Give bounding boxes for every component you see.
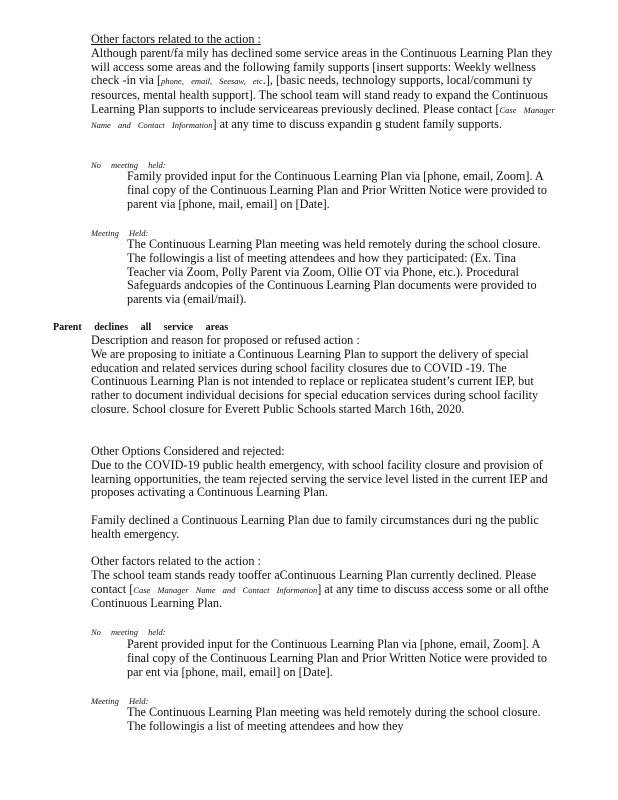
other-factors-text-2: The school team stands ready tooffer aContinuous Learning Plan currently declined. Please contact [Case Manager Name and Contact Information] at any time to discuss access some or all ofthe Continuous Learning Plan.: [91, 567, 549, 611]
other-options-section: [91, 445, 566, 500]
other-factors-heading: Other factors related to the action :: [91, 32, 261, 46]
other-factors-section-2: [91, 555, 561, 611]
no-meeting-held-text: Family provided input for the Continuous Learning Plan via [phone, email, Zoom]. A final copy of the Continuous Learning Plan and Prior Written Notice were provided to parent via [phone, mail, email] on [Date].: [127, 169, 547, 211]
meeting-held-label-2: Meeting Held:: [91, 696, 149, 706]
other-factors-heading-2: Other factors related to the action :: [91, 554, 261, 568]
description-text: We are proposing to initiate a Continuous Learning Plan to support the delivery of special education and related services during school facility closures due to COVID -19. The Continuous Learning Plan is not intended to replace or replicatea student’s current IEP, but rather to document individual decisions for special education services during school facility closure. School closure for Everett Public Schools started March 16th, 2020.: [91, 346, 539, 416]
no-meeting-held-label: No meeting held:: [91, 160, 166, 170]
other-options-heading: Other Options Considered and rejected:: [91, 444, 285, 458]
meeting-held-text: The Continuous Learning Plan meeting was held remotely during the school closure. The followingis a list of meeting attendees and how they participated: (Ex. Tina Teacher via Zoom, Polly Parent via Zoom, Ollie OT via Phone, etc.). Procedural Safeguards andcopies of the Continuous Learning Plan documents were provided to parents via (email/mail).: [127, 237, 541, 307]
other-factors-section: [91, 33, 561, 133]
description-heading: Description and reason for proposed or refused action :: [91, 333, 360, 347]
other-options-text: Due to the COVID-19 public health emergency, with school facility closure and provision of learning opportunities, the team rejected serving the service level listed in the current IEP and proposes activating a Continuous Learning Plan.: [91, 457, 548, 500]
meeting-held-text-2: The Continuous Learning Plan meeting was held remotely during the school closure. The followingis a list of meeting attendees and how they: [127, 705, 541, 733]
other-factors-text: Although parent/fa mily has declined some service areas in the Continuous Learning Plan they will access some areas and the following family supports [insert supports: Weekly wellness check -in via [phone, email, Seesaw, etc.], [basic needs, technology supports, local/communi ty resources, mental health support]. The school team will stand ready to expand the Continuous Learning Plan supports to include serviceareas previously declined. Please contact [Case Manager Name and Contact Information] at any time to discuss expandin g student family supports.: [91, 45, 555, 131]
no-meeting-held-text-2: Parent provided input for the Continuous Learning Plan via [phone, email, Zoom]. A final copy of the Continuous Learning Plan and Prior Written Notice were provided to par ent via [phone, mail, email] on [Date].: [127, 637, 547, 679]
parent-declines-heading: Parent declines all service areas: [53, 322, 229, 333]
description-section: [91, 334, 561, 417]
no-meeting-held-label-2: No meeting held:: [91, 627, 166, 637]
meeting-held-label: Meeting Held:: [91, 228, 149, 238]
family-declined-text: Family declined a Continuous Learning Plan due to family circumstances duri ng the public health emergency.: [91, 513, 539, 541]
